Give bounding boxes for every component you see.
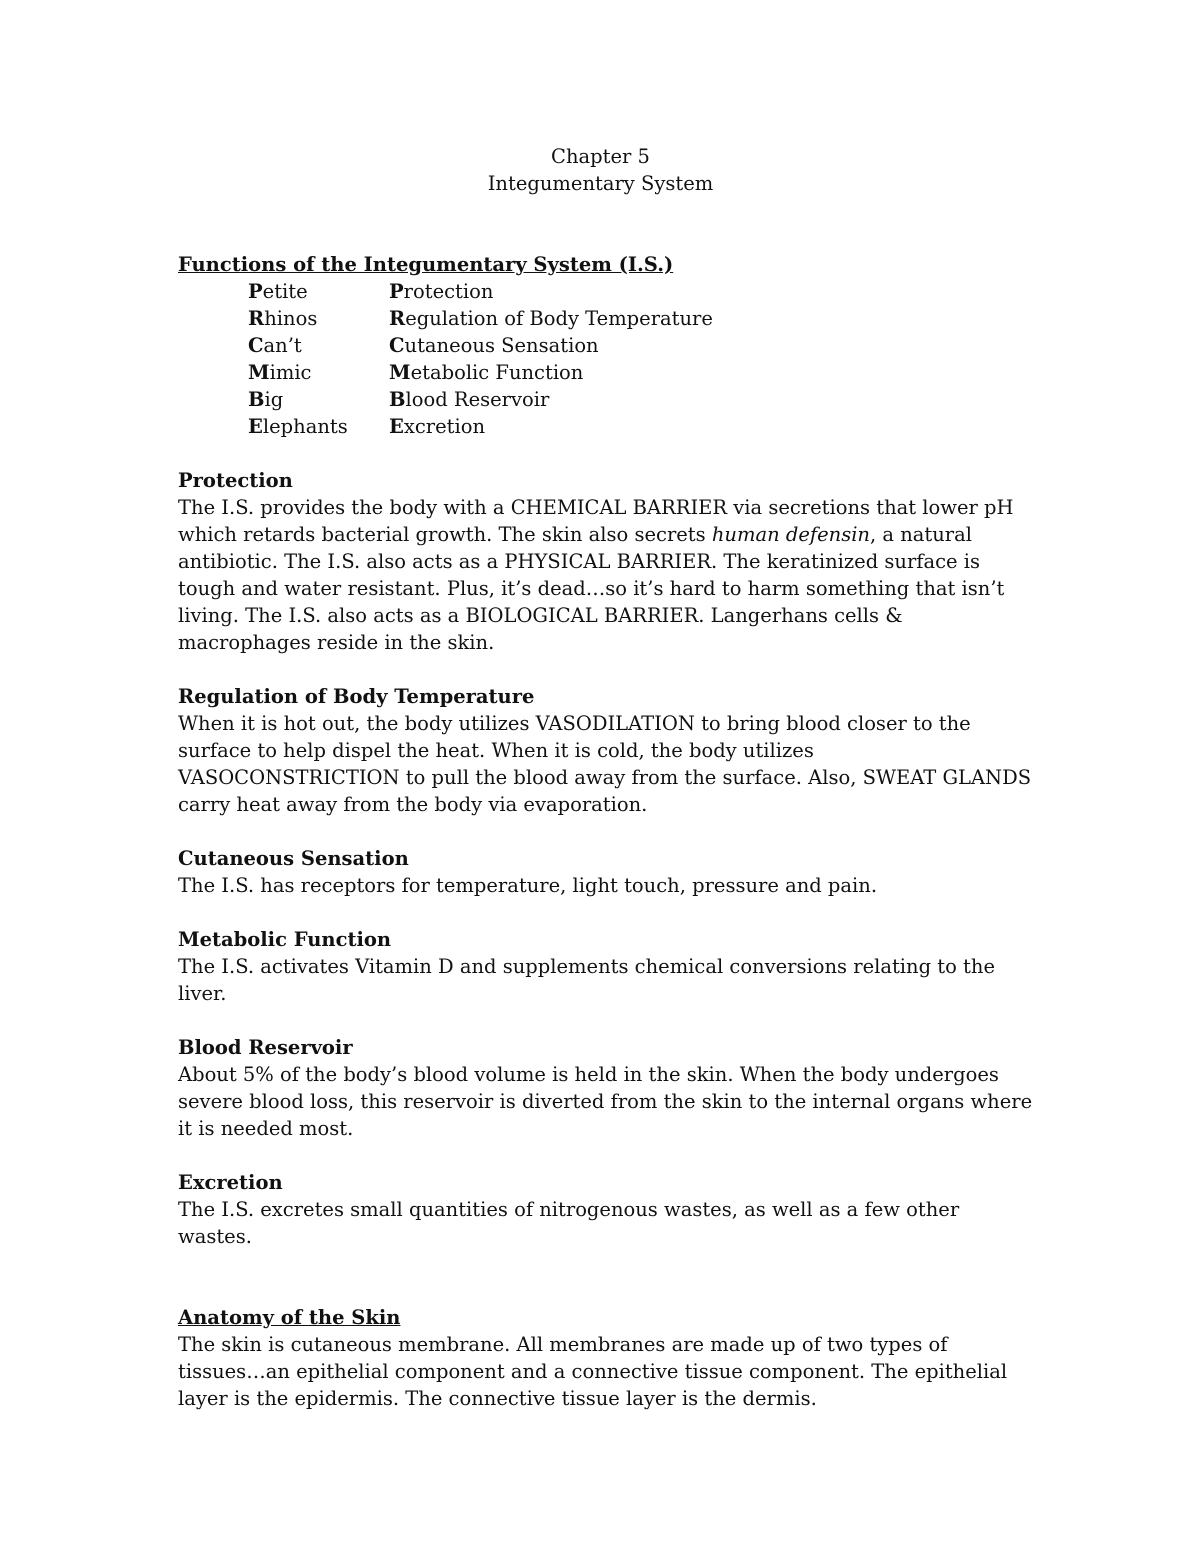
mnemonic-word: Can’t [248, 334, 302, 357]
section-reservoir [178, 1034, 1033, 1142]
mnemonic-function: Protection [389, 280, 494, 303]
section-metabolic [178, 926, 1033, 1007]
section-body: When it is hot out, the body utilizes VASODILATION to bring blood closer to the surface to help dispel the heat. When it is cold, the body utilizes VASOCONSTRICTION to pull the blood away from the surface. Also, SWEAT GLANDS carry heat away from the body via evaporation. [178, 712, 1032, 816]
mnemonic-word: Mimic [248, 361, 312, 384]
title-block [178, 143, 1023, 197]
section-heading: Regulation of Body Temperature [178, 685, 535, 708]
section-heading: Protection [178, 469, 293, 492]
mnemonic-word: Rhinos [248, 307, 318, 330]
section-body: About 5% of the body’s blood volume is held in the skin. When the body undergoes severe blood loss, this reservoir is diverted from the skin to the internal organs where it is needed most. [178, 1063, 1033, 1140]
mnemonic-function: Regulation of Body Temperature [389, 307, 713, 330]
chapter-subject: Integumentary System [487, 172, 714, 195]
mnemonic-row [248, 413, 1033, 440]
section-heading: Metabolic Function [178, 928, 392, 951]
mnemonic-row [248, 386, 1033, 413]
mnemonic-function: Metabolic Function [389, 361, 584, 384]
section-body: The I.S. activates Vitamin D and supplements chemical conversions relating to the liver. [178, 955, 995, 1005]
mnemonic-row [248, 305, 1033, 332]
italic-term: human defensin [711, 523, 870, 546]
section-sensation [178, 845, 1033, 899]
functions-heading: Functions of the Integumentary System (I.S.) [178, 253, 674, 276]
mnemonic-word: Elephants [248, 415, 348, 438]
section-protection [178, 467, 1033, 656]
chapter-title: Chapter 5 [551, 145, 650, 168]
mnemonic-row [248, 332, 1033, 359]
mnemonic-row [248, 359, 1033, 386]
anatomy-heading: Anatomy of the Skin [178, 1306, 401, 1329]
section-heading: Excretion [178, 1171, 283, 1194]
document-content [178, 143, 1033, 1412]
section-heading: Blood Reservoir [178, 1036, 353, 1059]
section-body: The I.S. excretes small quantities of nitrogenous wastes, as well as a few other wastes. [178, 1198, 960, 1248]
section-heading: Cutaneous Sensation [178, 847, 409, 870]
mnemonic-function: Blood Reservoir [389, 388, 550, 411]
mnemonic-function: Excretion [389, 415, 486, 438]
mnemonic-row [248, 278, 1033, 305]
section-temperature [178, 683, 1033, 818]
section-anatomy [178, 1304, 1033, 1412]
section-body: The I.S. provides the body with a CHEMICAL BARRIER via secretions that lower pH which retards bacterial growth. The skin also secrets human defensin, a natural antibiotic. The I.S. also acts as a PHYSICAL BARRIER. The keratinized surface is tough and water resistant. Plus, it’s dead…so it’s hard to harm something that isn’t living. The I.S. also acts as a BIOLOGICAL BARRIER. Langerhans cells & macrophages reside in the skin. [178, 496, 1014, 654]
section-body: The skin is cutaneous membrane. All membranes are made up of two types of tissues…an epithelial component and a connective tissue component. The epithelial layer is the epidermis. The connective tissue layer is the dermis. [178, 1333, 1008, 1410]
mnemonic-table [248, 278, 1033, 440]
mnemonic-word: Big [248, 388, 284, 411]
section-body: The I.S. has receptors for temperature, light touch, pressure and pain. [178, 874, 878, 897]
mnemonic-function: Cutaneous Sensation [389, 334, 599, 357]
section-excretion [178, 1169, 1033, 1250]
mnemonic-word: Petite [248, 280, 308, 303]
